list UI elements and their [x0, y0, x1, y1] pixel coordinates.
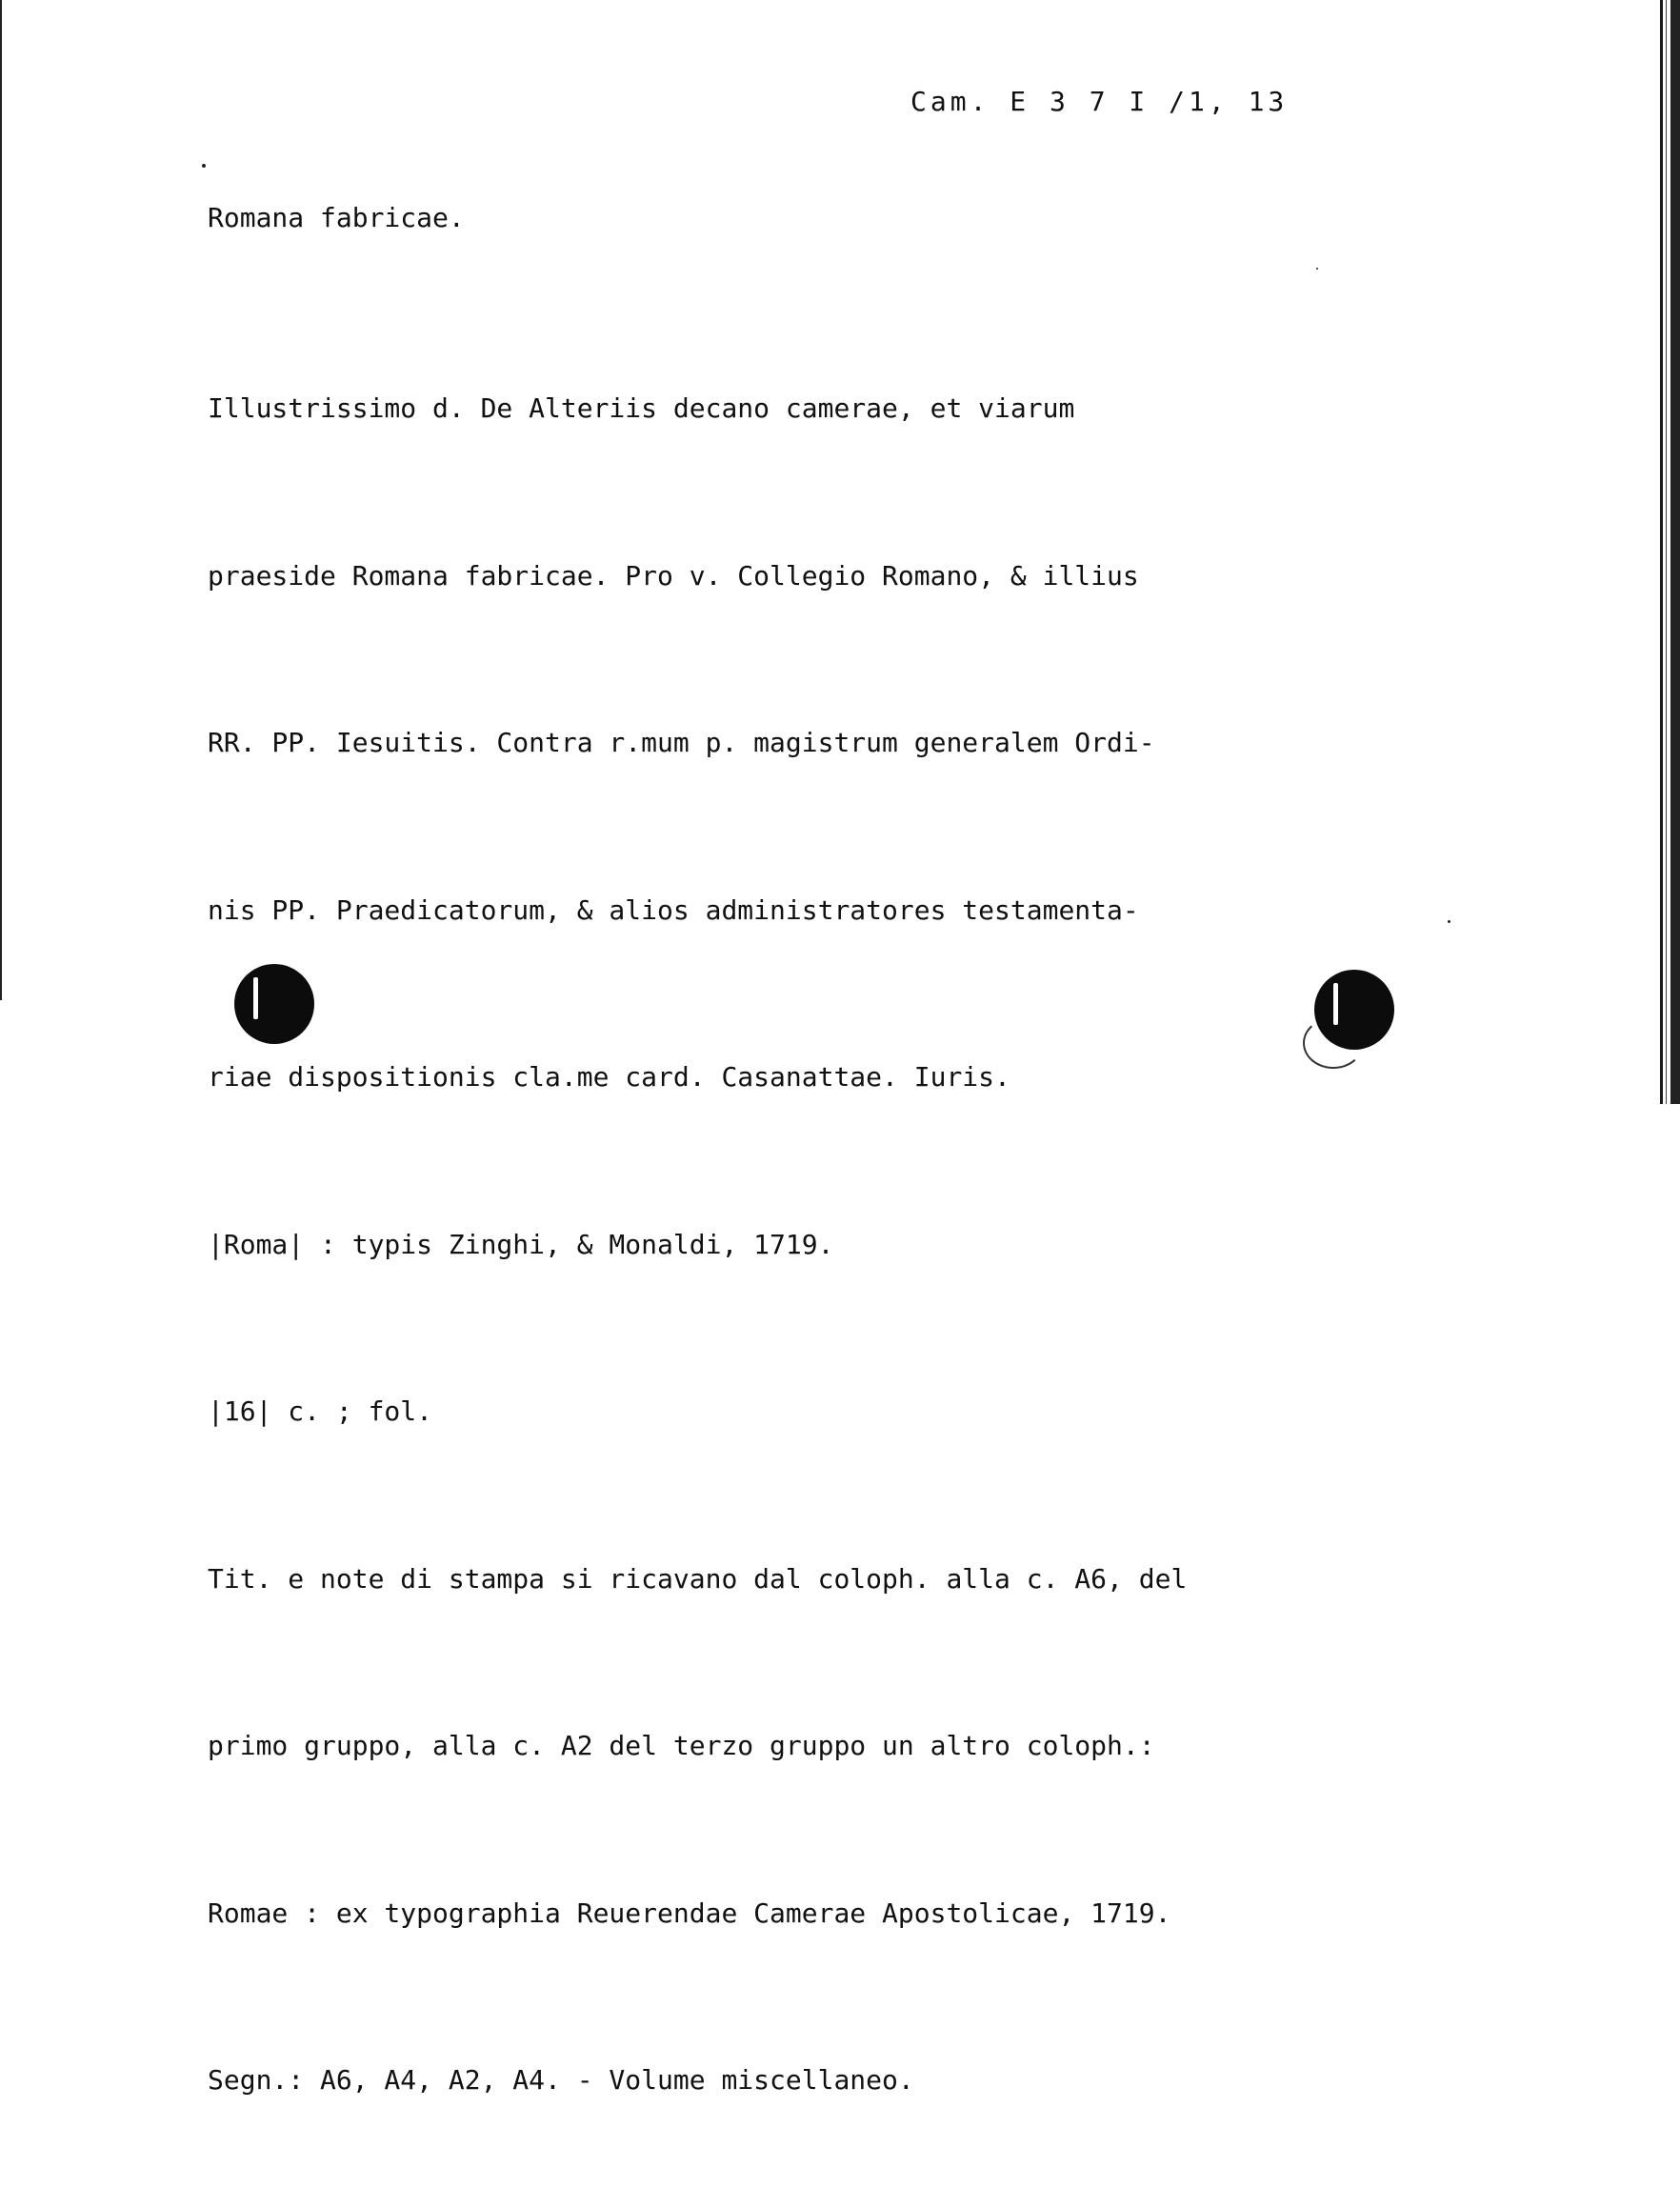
body-line: nis PP. Praedicatorum, & alios administratores testamenta- [208, 893, 1139, 926]
body-line: Tit. e note di stampa si ricavano dal coloph. alla c. A6, del [208, 1562, 1188, 1595]
punch-hole-right [1314, 970, 1394, 1050]
call-number: Cam. E 3 7 I /1, 13 [910, 86, 1289, 117]
body-line: |16| c. ; fol. [208, 1395, 433, 1427]
ink-speck [1448, 920, 1450, 923]
card-heading: Romana fabricae. [208, 202, 465, 233]
body-line: Romae : ex typographia Reuerendae Camerae Apostolicae, 1719. [208, 1897, 1171, 1929]
body-line: Illustrissimo d. De Alteriis decano camerae, et viarum [208, 392, 1075, 424]
ink-speck [1316, 268, 1318, 270]
card-body [208, 270, 1187, 2208]
ink-speck [202, 164, 206, 168]
punch-hole-left [234, 964, 314, 1044]
paper-curl [1303, 1017, 1364, 1069]
body-line: riae dispositionis cla.me card. Casanattae. Iuris. [208, 1061, 1010, 1093]
hole-glint [253, 977, 258, 1019]
body-line: Segn.: A6, A4, A2, A4. - Volume miscellaneo. [208, 2064, 914, 2096]
body-line: primo gruppo, alla c. A2 del terzo gruppo un altro coloph.: [208, 1730, 1155, 1761]
card-right-edge [1657, 0, 1680, 1104]
card-left-edge [0, 0, 2, 1000]
body-line: praeside Romana fabricae. Pro v. Collegio Romano, & illius [208, 559, 1139, 592]
body-line: RR. PP. Iesuitis. Contra r.mum p. magistrum generalem Ordi- [208, 727, 1155, 758]
body-line: |Roma| : typis Zinghi, & Monaldi, 1719. [208, 1228, 834, 1260]
